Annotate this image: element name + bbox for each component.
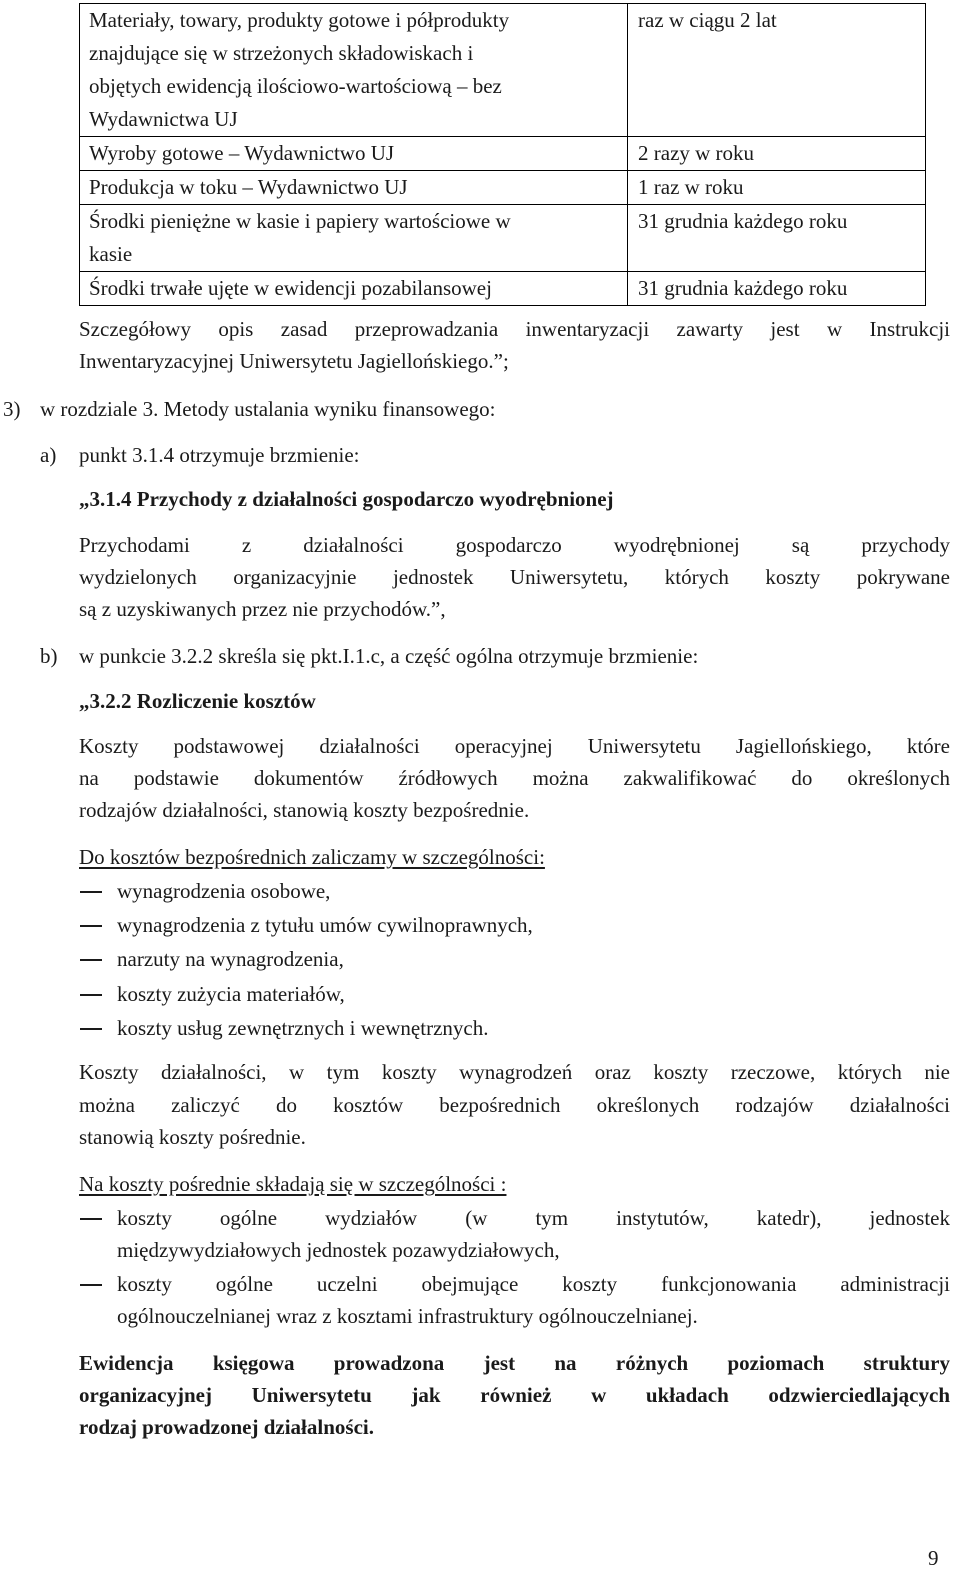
paragraph-line: wydzielonych organizacyjnie jednostek Uniwersytetu, których koszty pokrywane bbox=[79, 565, 950, 589]
table-cell-asset bbox=[80, 171, 628, 205]
dash-bullet bbox=[80, 994, 102, 996]
table-cell-frequency: 1 raz w roku bbox=[628, 171, 926, 205]
table-cell-asset bbox=[80, 272, 628, 306]
table-cell-frequency: 2 razy w roku bbox=[628, 137, 926, 171]
direct-costs-heading: Do kosztów bezpośrednich zaliczamy w szczególności: bbox=[79, 845, 545, 869]
dash-bullet bbox=[80, 891, 102, 893]
dash-bullet bbox=[80, 1218, 102, 1220]
list-item: koszty ogólne uczelni obejmujące koszty funkcjonowania administracji bbox=[117, 1272, 950, 1296]
cell-line: Wyroby gotowe – Wydawnictwo UJ bbox=[89, 141, 395, 165]
list-item: koszty ogólne wydziałów (w tym instytutów, katedr), jednostek bbox=[117, 1206, 950, 1230]
table-row bbox=[80, 171, 926, 205]
indirect-costs-heading: Na koszty pośrednie składają się w szczególności : bbox=[79, 1172, 507, 1196]
cell-line: Produkcja w toku – Wydawnictwo UJ bbox=[89, 175, 408, 199]
instruction-note-line-2: Inwentaryzacyjnej Uniwersytetu Jagiellońskiego.”; bbox=[79, 349, 509, 373]
paragraph-line: stanowią koszty pośrednie. bbox=[79, 1125, 306, 1149]
paragraph-line: na podstawie dokumentów źródłowych można zakwalifikować do określonych bbox=[79, 766, 950, 790]
table-cell-asset bbox=[80, 4, 628, 137]
instruction-note-line-1: Szczegółowy opis zasad przeprowadzania inwentaryzacji zawarty jest w Instrukcji bbox=[79, 317, 950, 341]
list-letter-b: b) bbox=[40, 644, 58, 668]
table-row bbox=[80, 4, 926, 137]
chapter-3-title: w rozdziale 3. Metody ustalania wyniku finansowego: bbox=[40, 397, 496, 421]
table-cell-frequency: raz w ciągu 2 lat bbox=[628, 4, 926, 137]
table-row bbox=[80, 272, 926, 306]
list-item: narzuty na wynagrodzenia, bbox=[117, 947, 344, 971]
dash-bullet bbox=[80, 925, 102, 927]
cell-line: kasie bbox=[89, 242, 133, 266]
list-item: wynagrodzenia z tytułu umów cywilnoprawnych, bbox=[117, 913, 533, 937]
table-row bbox=[80, 137, 926, 171]
cell-line: Środki pieniężne w kasie i papiery wartościowe w bbox=[89, 209, 511, 233]
dash-bullet bbox=[80, 959, 102, 961]
cell-line: Materiały, towary, produkty gotowe i półprodukty bbox=[89, 8, 510, 32]
bold-paragraph-line: organizacyjnej Uniwersytetu jak również w układach odzwierciedlających bbox=[79, 1383, 950, 1407]
list-letter-a: a) bbox=[40, 443, 57, 467]
cell-line: Środki trwałe ujęte w ewidencji pozabilansowej bbox=[89, 276, 492, 300]
cell-line: objętych ewidencją ilościowo-wartościową – bez bbox=[89, 74, 502, 98]
bold-paragraph-line: Ewidencja księgowa prowadzona jest na różnych poziomach struktury bbox=[79, 1351, 950, 1375]
inventory-schedule-table bbox=[79, 3, 926, 306]
dash-bullet bbox=[80, 1028, 102, 1030]
list-item-continuation: międzywydziałowych jednostek pozawydziałowych, bbox=[117, 1238, 560, 1262]
table-cell-asset bbox=[80, 137, 628, 171]
table-cell-asset bbox=[80, 205, 628, 272]
list-item-continuation: ogólnouczelnianej wraz z kosztami infrastruktury ogólnouczelnianej. bbox=[117, 1304, 698, 1328]
item-a-text: punkt 3.1.4 otrzymuje brzmienie: bbox=[79, 443, 360, 467]
page-number: 9 bbox=[928, 1546, 939, 1570]
cell-line: Wydawnictwa UJ bbox=[89, 107, 238, 131]
bold-paragraph-line: rodzaj prowadzonej działalności. bbox=[79, 1415, 374, 1439]
cell-line: znajdujące się w strzeżonych składowiskach i bbox=[89, 41, 474, 65]
section-heading-3-2-2: „3.2.2 Rozliczenie kosztów bbox=[79, 689, 316, 713]
section-heading-3-1-4: „3.1.4 Przychody z działalności gospodarczo wyodrębnionej bbox=[79, 487, 614, 511]
table-cell-frequency: 31 grudnia każdego roku bbox=[628, 205, 926, 272]
list-item: koszty zużycia materiałów, bbox=[117, 982, 345, 1006]
paragraph-line: są z uzyskiwanych przez nie przychodów.”, bbox=[79, 597, 446, 621]
list-item: koszty usług zewnętrznych i wewnętrznych. bbox=[117, 1016, 489, 1040]
paragraph-line: Koszty działalności, w tym koszty wynagrodzeń oraz koszty rzeczowe, których nie bbox=[79, 1060, 950, 1084]
table-cell-frequency: 31 grudnia każdego roku bbox=[628, 272, 926, 306]
dash-bullet bbox=[80, 1284, 102, 1286]
item-b-text: w punkcie 3.2.2 skreśla się pkt.I.1.c, a część ogólna otrzymuje brzmienie: bbox=[79, 644, 699, 668]
paragraph-line: rodzajów działalności, stanowią koszty bezpośrednie. bbox=[79, 798, 530, 822]
paragraph-line: Koszty podstawowej działalności operacyjnej Uniwersytetu Jagiellońskiego, które bbox=[79, 734, 950, 758]
list-item: wynagrodzenia osobowe, bbox=[117, 879, 331, 903]
paragraph-line: Przychodami z działalności gospodarczo wyodrębnionej są przychody bbox=[79, 533, 950, 557]
list-number-3: 3) bbox=[3, 397, 21, 421]
table-row bbox=[80, 205, 926, 272]
paragraph-line: można zaliczyć do kosztów bezpośrednich określonych rodzajów działalności bbox=[79, 1093, 950, 1117]
